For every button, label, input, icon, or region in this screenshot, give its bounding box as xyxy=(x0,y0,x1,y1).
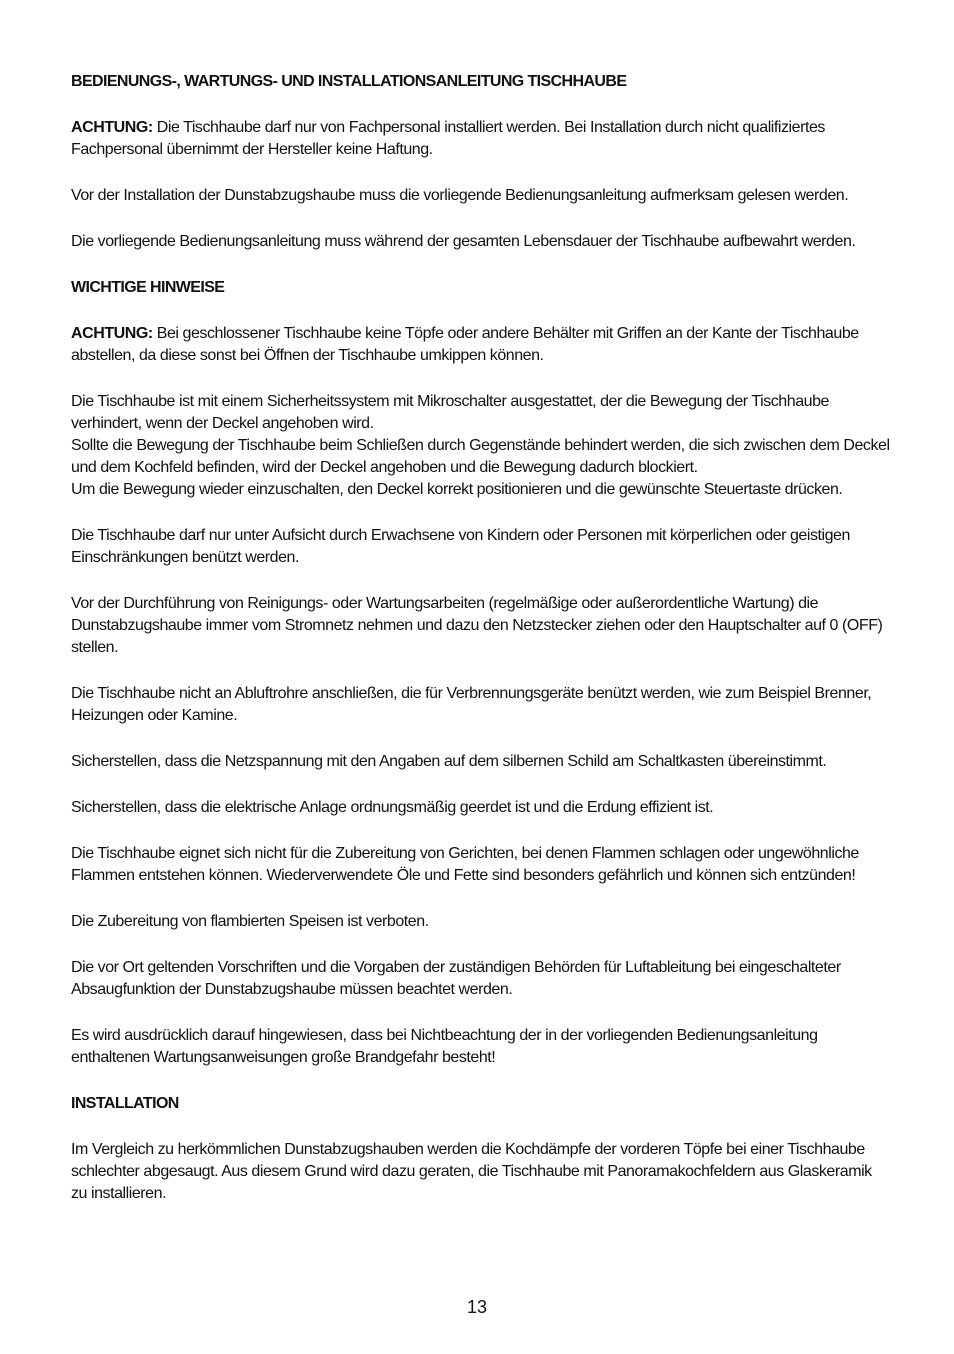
installation-paragraph: Im Vergleich zu herkömmlichen Dunstabzugshauben werden die Kochdämpfe der vorderen Töpfe bei einer Tischhaube schlechter abgesaugt. Aus diesem Grund wird dazu geraten, die Tischhaube mit Panoramakochfeldern aus Glaskeramik zu installieren. xyxy=(71,1141,872,1202)
section-heading-installation: INSTALLATION xyxy=(71,1095,179,1112)
important-warning-paragraph xyxy=(71,323,891,367)
safety-paragraph-obstruction: Sollte die Bewegung der Tischhaube beim Schließen durch Gegenstände behindert werden, die sich zwischen dem Deckel und dem Kochfeld befinden, wird der Deckel angehoben und die Bewegung dadurch blockiert. xyxy=(71,437,890,476)
important-warning-label: ACHTUNG: xyxy=(71,325,153,342)
intro-paragraph-keep-manual: Die vorliegende Bedienungsanleitung muss während der gesamten Lebensdauer der Tischhaube aufbewahrt werden. xyxy=(71,233,856,250)
intro-paragraph-read-manual: Vor der Installation der Dunstabzugshaube muss die vorliegende Bedienungsanleitung aufmerksam gelesen werden. xyxy=(71,187,849,204)
intro-warning-text: Die Tischhaube darf nur von Fachpersonal installiert werden. Bei Installation durch nicht qualifiziertes Fachpersonal übernimmt der Hersteller keine Haftung. xyxy=(71,119,825,158)
important-paragraph-regulations: Die vor Ort geltenden Vorschriften und die Vorgaben der zuständigen Behörden für Luftableitung bei eingeschalteter Absaugfunktion der Dunstabzugshaube müssen beachtet werden. xyxy=(71,959,841,998)
important-paragraph-flambe: Die Zubereitung von flambierten Speisen ist verboten. xyxy=(71,913,429,930)
important-paragraph-maintenance-power: Vor der Durchführung von Reinigungs- oder Wartungsarbeiten (regelmäßige oder außerordentliche Wartung) die Dunstabzugshaube immer vom Stromnetz nehmen und dazu den Netzstecker ziehen oder den Hauptschalter auf 0 (OFF) stellen. xyxy=(71,595,883,656)
important-paragraph-exhaust-pipes: Die Tischhaube nicht an Abluftrohre anschließen, die für Verbrennungsgeräte benützt werden, wie zum Beispiel Brenner, Heizungen oder Kamine. xyxy=(71,685,872,724)
safety-paragraph-restart: Um die Bewegung wieder einzuschalten, den Deckel korrekt positionieren und die gewünschte Steuertaste drücken. xyxy=(71,481,843,498)
document-page xyxy=(71,71,891,1229)
page-number: 13 xyxy=(466,1297,488,1317)
important-paragraph-grounding: Sicherstellen, dass die elektrische Anlage ordnungsmäßig geerdet ist und die Erdung effizient ist. xyxy=(71,799,714,816)
section-heading-important: WICHTIGE HINWEISE xyxy=(71,279,225,296)
important-paragraph-fire-hazard: Es wird ausdrücklich darauf hingewiesen, dass bei Nichtbeachtung der in der vorliegenden Bedienungsanleitung enthaltenen Wartungsanweisungen große Brandgefahr besteht! xyxy=(71,1027,818,1066)
important-paragraph-voltage: Sicherstellen, dass die Netzspannung mit den Angaben auf dem silbernen Schild am Schaltkasten übereinstimmt. xyxy=(71,753,827,770)
document-title: BEDIENUNGS-, WARTUNGS- UND INSTALLATIONSANLEITUNG TISCHHAUBE xyxy=(71,73,627,90)
important-warning-text: Bei geschlossener Tischhaube keine Töpfe oder andere Behälter mit Griffen an der Kante der Tischhaube abstellen, da diese sonst bei Öffnen der Tischhaube umkippen können. xyxy=(71,325,859,364)
intro-warning-label: ACHTUNG: xyxy=(71,119,153,136)
safety-paragraph-microswitch: Die Tischhaube ist mit einem Sicherheitssystem mit Mikroschalter ausgestattet, der die Bewegung der Tischhaube verhindert, wenn der Deckel angehoben wird. xyxy=(71,393,829,432)
intro-warning-paragraph xyxy=(71,117,891,161)
important-paragraph-supervision: Die Tischhaube darf nur unter Aufsicht durch Erwachsene von Kindern oder Personen mit körperlichen oder geistigen Einschränkungen benützt werden. xyxy=(71,527,850,566)
important-paragraph-flames: Die Tischhaube eignet sich nicht für die Zubereitung von Gerichten, bei denen Flammen schlagen oder ungewöhnliche Flammen entstehen können. Wiederverwendete Öle und Fette sind besonders gefährlich und können sich entzünden! xyxy=(71,845,859,884)
